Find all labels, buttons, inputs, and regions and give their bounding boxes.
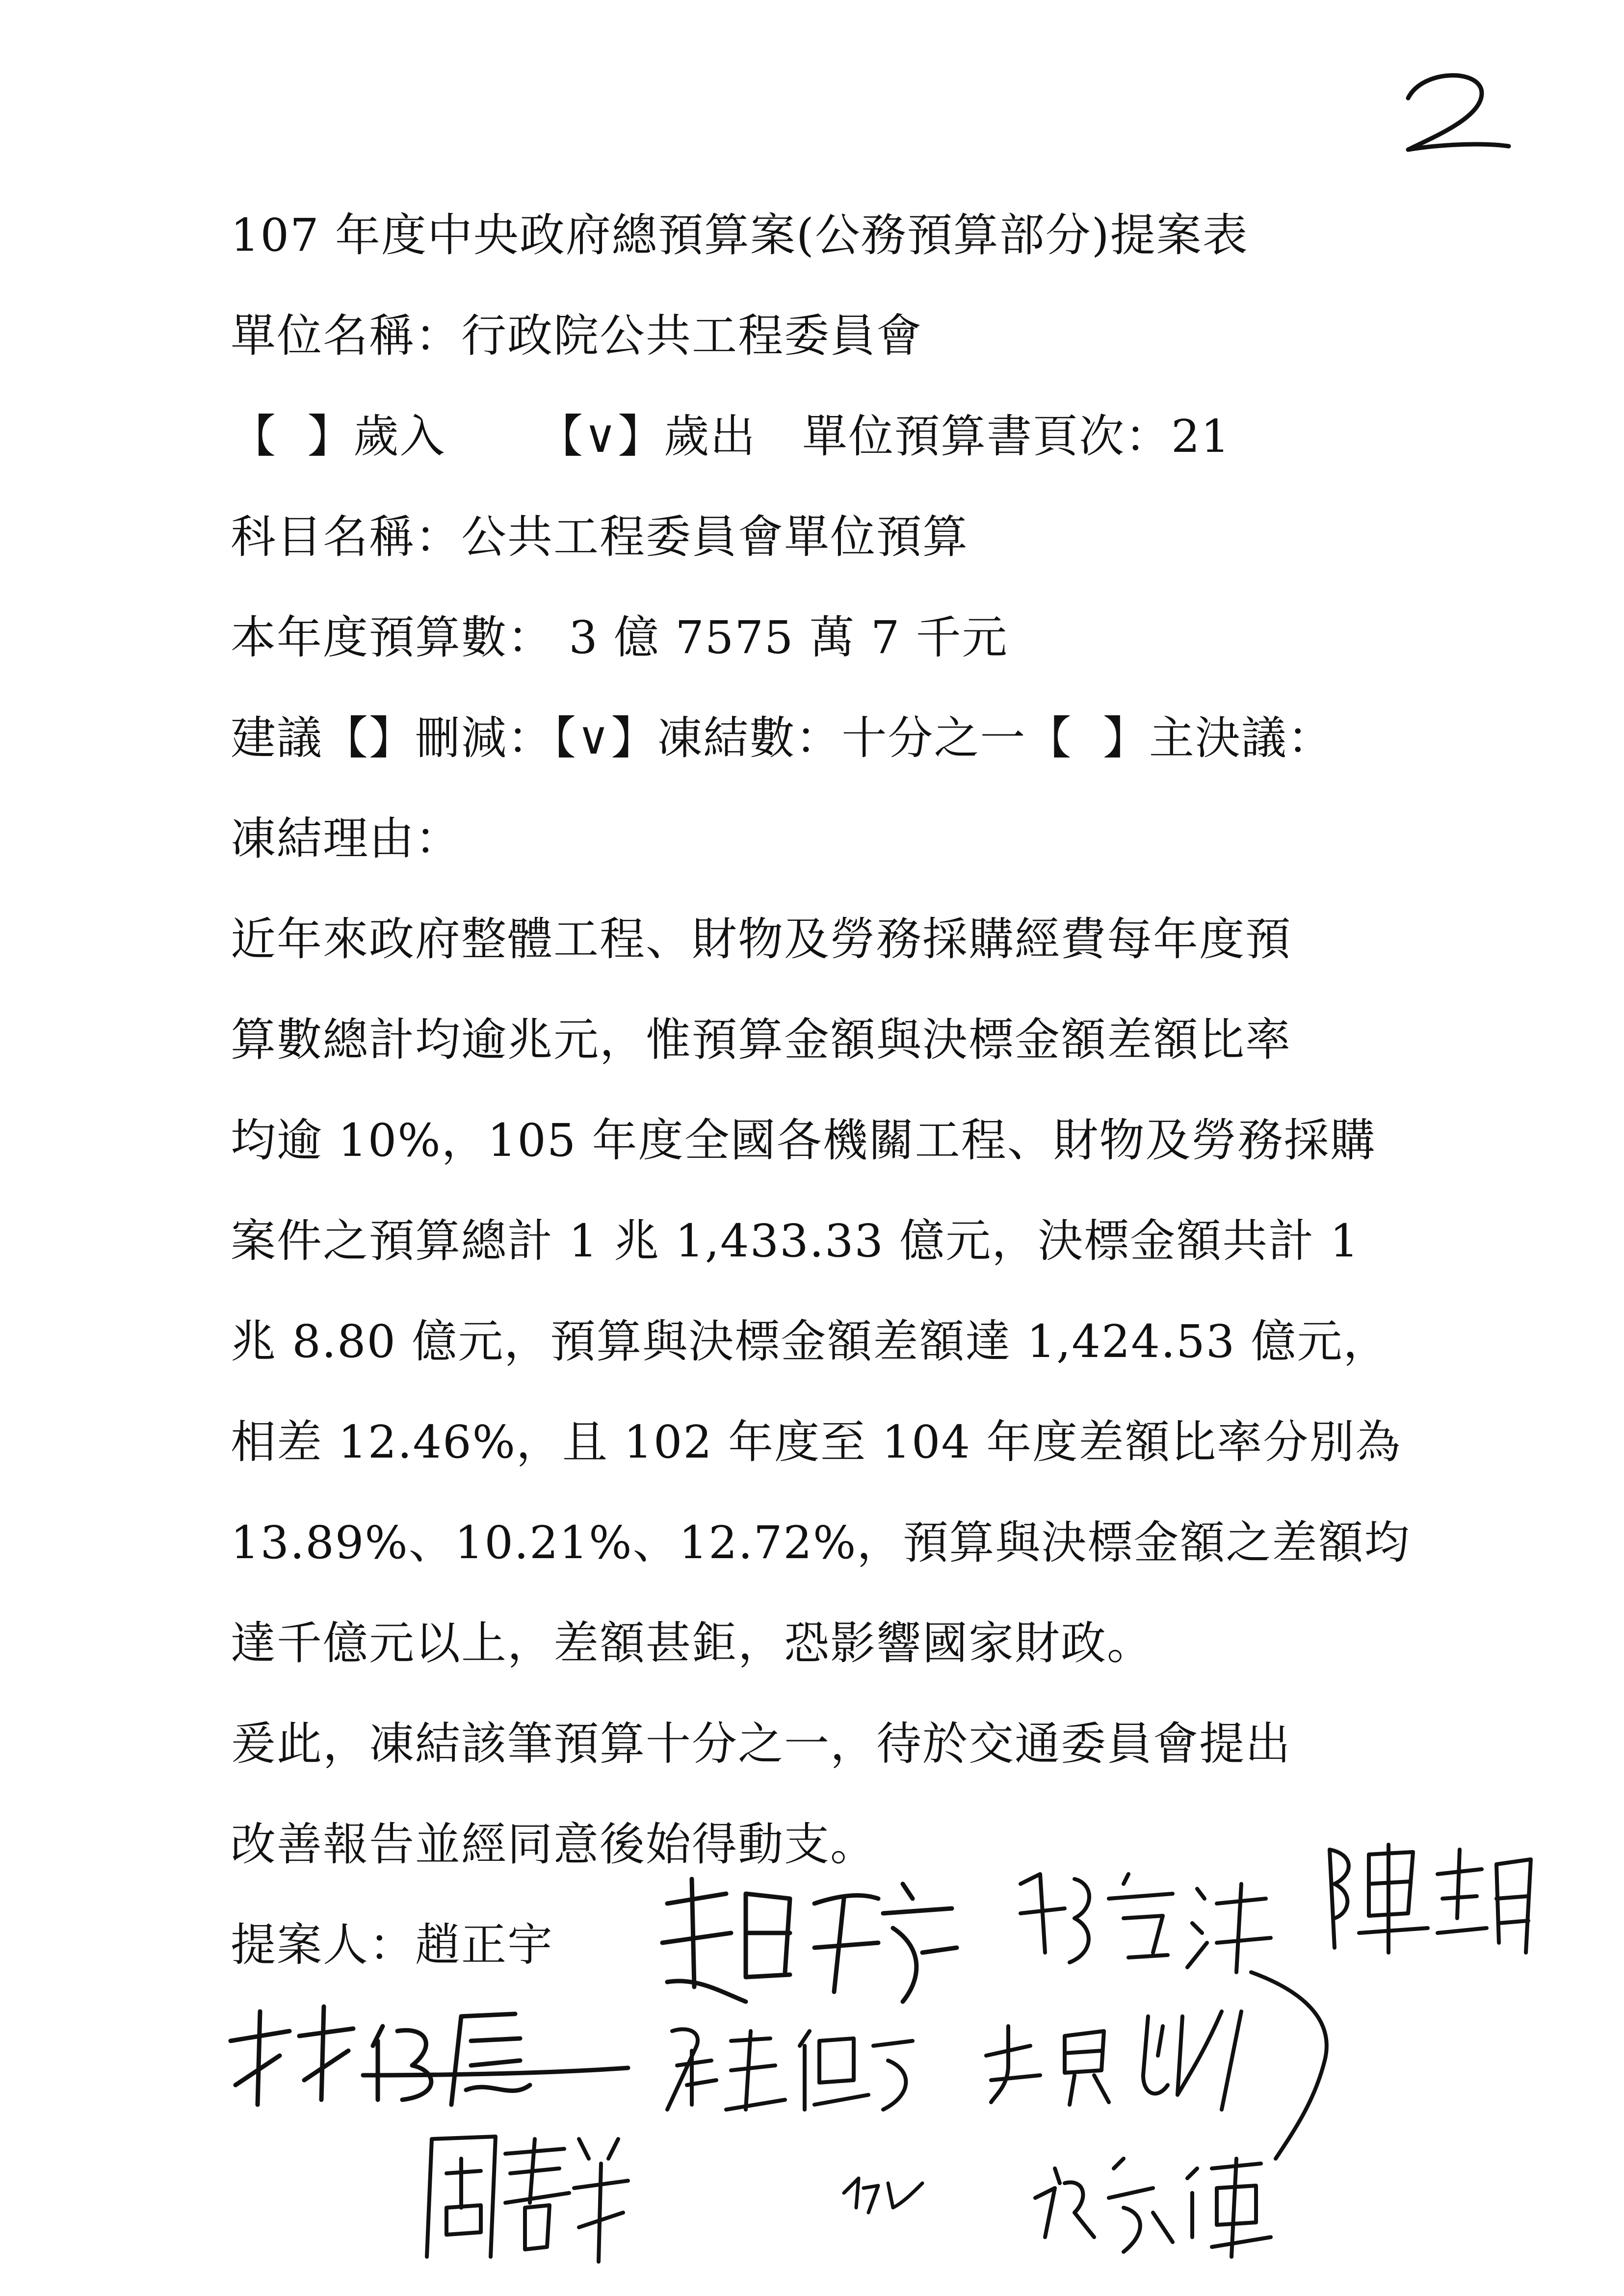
unit-name: 單位名稱：行政院公共工程委員會 xyxy=(231,310,923,362)
signature-chen-suyue xyxy=(1320,1835,1541,1962)
document-title: 107 年度中央政府總預算案(公務預算部分)提案表 xyxy=(231,209,1249,261)
reason-line: 13.89%、10.21%、12.72%，預算與決標金額之差額均 xyxy=(231,1516,1411,1569)
reason-line: 達千億元以上，差額甚鉅，恐影響國家財政。 xyxy=(231,1617,1153,1670)
proposal-type: 建議【】刪減：【∨】凍結數：十分之一【 】主決議： xyxy=(231,712,1334,764)
signature-li-kunze xyxy=(976,1997,1281,2114)
revenue-expense-line: 【 】歲入 【∨】歲出 單位預算書頁次：21 xyxy=(231,410,1231,463)
reason-line: 近年來政府整體工程、財物及勞務採購經費每年度預 xyxy=(231,913,1292,965)
reason-label: 凍結理由： xyxy=(231,812,462,865)
budget-amount: 本年度預算數： 3 億 7575 萬 7 千元 xyxy=(231,611,1008,664)
reason-line: 算數總計均逾兆元，惟預算金額與決標金額差額比率 xyxy=(231,1014,1292,1066)
proposer: 提案人：趙正宇 xyxy=(231,1919,554,1971)
reason-line: 均逾 10%，105 年度全國各機關工程、財物及勞務採購 xyxy=(231,1114,1376,1167)
conclusion-line: 爰此，凍結該筆預算十分之一，待於交通委員會提出 xyxy=(231,1718,1292,1770)
signature-small-mark xyxy=(834,2164,932,2222)
signature-zhong-jiabin xyxy=(657,2011,932,2119)
reason-line: 案件之預算總計 1 兆 1,433.33 億元，決標金額共計 1 xyxy=(231,1215,1360,1267)
page-number xyxy=(1388,64,1516,162)
signature-su-zhenqing xyxy=(1025,2139,1300,2267)
reason-line: 相差 12.46%，且 102 年度至 104 年度差額比率分別為 xyxy=(231,1416,1402,1468)
signature-lin-junxian xyxy=(216,1987,638,2114)
signature-zhao-zhengyu xyxy=(648,1864,967,2011)
subject-name: 科目名稱：公共工程委員會單位預算 xyxy=(231,511,969,563)
conclusion-line: 改善報告並經同意後始得動支。 xyxy=(231,1818,877,1871)
signature-zhou-chunmi xyxy=(412,2119,638,2267)
reason-line: 兆 8.80 億元，預算與決標金額差額達 1,424.53 億元， xyxy=(231,1315,1389,1368)
